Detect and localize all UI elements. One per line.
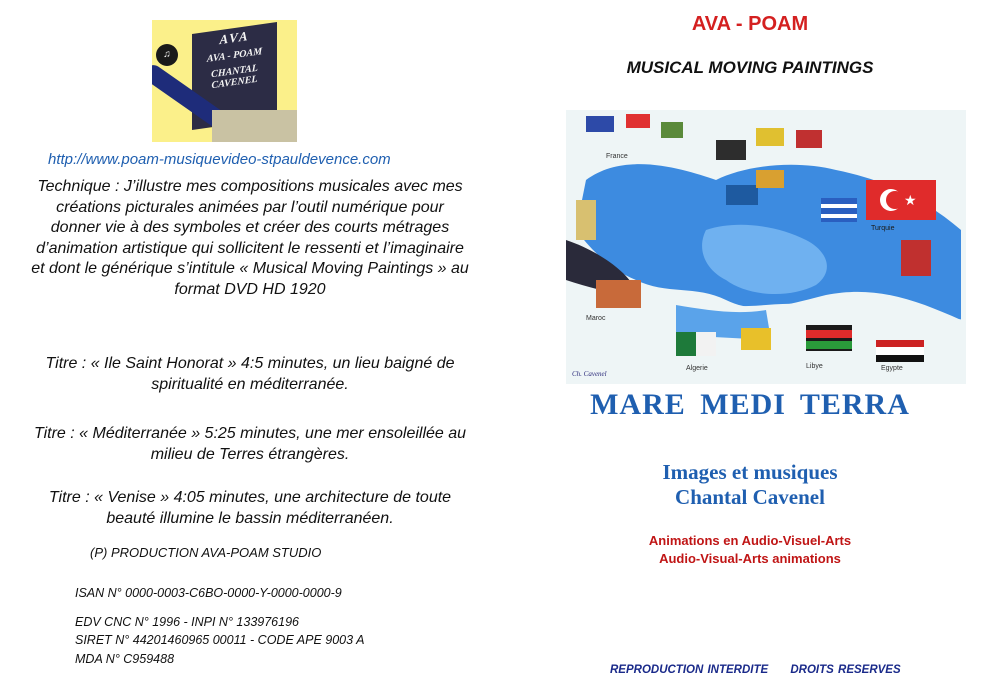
album-title: MARE MEDI TERRA: [590, 388, 910, 421]
map-label-france: France: [606, 153, 628, 160]
footer-reproduction: REPRODUCTION INTERDITE: [610, 664, 769, 676]
stone-base: [212, 110, 297, 142]
copyright-footer: [610, 664, 919, 676]
ava-poam-logo: [152, 20, 297, 142]
brand-title: AVA - POAM: [691, 13, 809, 35]
music-note-icon: ♫: [156, 44, 178, 66]
logo-title: AVA: [219, 27, 250, 48]
svg-text:★: ★: [904, 193, 917, 209]
website-link[interactable]: http://www.poam-musiquevideo-stpauldevence.com: [48, 151, 391, 168]
edv-inpi-number: EDV CNC N° 1996 - INPI N° 133976196: [75, 615, 299, 629]
title-ile-saint-honorat: Titre : « Ile Saint Honorat » 4:5 minutes, un lieu baigné de spiritualité en méditerranée.: [45, 355, 455, 393]
animation-note-fr: Animations en Audio-Visuel-Arts: [648, 533, 852, 548]
footer-rights: DROITS RESERVES: [790, 664, 901, 676]
isan-number: ISAN N° 0000-0003-C6BO-0000-Y-0000-0000-9: [75, 586, 342, 600]
logo-name: CHANTAL CAVENEL: [211, 62, 258, 92]
logo-subtitle: AVA - POAM: [206, 46, 263, 65]
credits-author: Chantal Cavenel: [675, 485, 825, 509]
title-venise: Titre : « Venise » 4:05 minutes, une architecture de toute beauté illumine le bassin méditerranéen.: [48, 489, 452, 527]
animation-note: [500, 532, 1000, 568]
animation-note-en: Audio-Visual-Arts animations: [659, 551, 841, 566]
map-label-libye: Libye: [806, 363, 823, 370]
map-label-maroc: Maroc: [586, 315, 606, 322]
siret-number: SIRET N° 44201460965 00011 - CODE APE 9003 A: [75, 633, 365, 647]
credits-line-1: Images et musiques: [662, 460, 838, 484]
map-label-algerie: Algerie: [686, 365, 708, 372]
production-credit: (P) PRODUCTION AVA-POAM STUDIO: [90, 545, 322, 560]
technique-text: Technique : J’illustre mes compositions musicales avec mes créations picturales animées par l’outil numérique pour donner vie à des symboles et créer des courts métrages d’animation artistique qui sollicitent le ressenti et l’imaginaire et dont le générique s’intitule « Musical Moving Paintings » au format DVD HD 1920: [31, 178, 469, 298]
map-signature: Ch. Cavenel: [572, 370, 607, 378]
mda-number: MDA N° C959488: [75, 652, 175, 666]
map-label-turquie: Turquie: [871, 225, 895, 232]
tagline: MUSICAL MOVING PAINTINGS: [626, 58, 874, 77]
title-mediterranee: Titre : « Méditerranée » 5:25 minutes, une mer ensoleillée au milieu de Terres étrangères.: [33, 425, 467, 463]
mediterranean-map-illustration: [566, 110, 966, 384]
credits: [500, 460, 1000, 510]
map-label-egypte: Egypte: [881, 365, 903, 372]
